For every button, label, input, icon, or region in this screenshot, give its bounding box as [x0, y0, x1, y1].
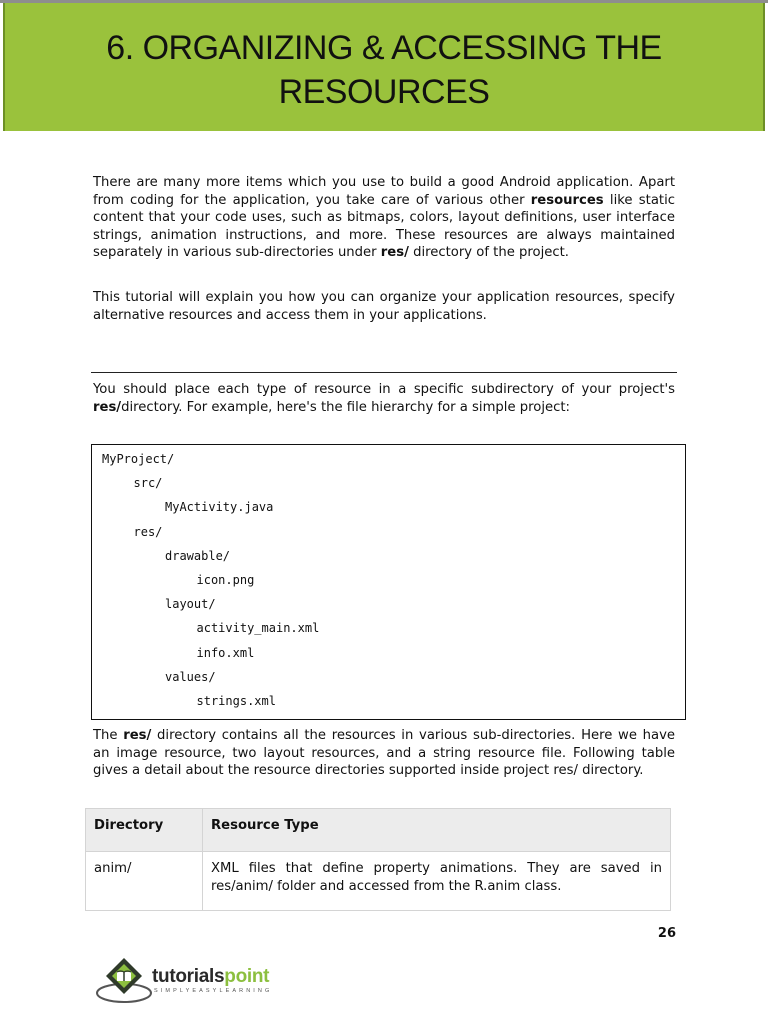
logo-word-tutorials: tutorials [152, 966, 225, 987]
logo-emblem-icon [96, 955, 156, 1005]
bold-term-res: res/ [380, 245, 409, 260]
text-run: The [93, 728, 124, 743]
chapter-title: 6. ORGANIZING & ACCESSING THE RESOURCES [106, 29, 662, 111]
section-paragraph [93, 381, 675, 416]
file-tree-line: icon.png [196, 573, 255, 587]
intro-paragraph-2: This tutorial will explain you how you can organize your application resources, specify alternative resources and access them in your applications. [93, 290, 675, 323]
table-header-row [86, 809, 671, 852]
text-run: directory. For example, here's the file hierarchy for a simple project: [121, 399, 570, 415]
text-run: You should place each type of resource in a specific subdirectory of your project's [93, 382, 675, 397]
file-tree-code-block [91, 444, 686, 720]
file-tree-line: src/ [133, 476, 163, 491]
header-resource-type: Resource Type [203, 809, 671, 852]
res-description-paragraph [93, 727, 675, 780]
text-run: like static content that your code uses, such as bitmaps, colors, layout definitions, user interface strings, animation instructions, and more. These resources are always maintained separately in various sub-directories under [93, 192, 676, 260]
file-tree-line: MyProject/ [102, 452, 175, 466]
file-tree-line: layout/ [165, 597, 216, 612]
cell-resource-type: XML files that define property animations. They are saved in res/anim/ folder and accessed from the R.anim class. [203, 852, 671, 911]
bold-term-res: res/ [93, 399, 122, 415]
page-number: 26 [657, 926, 676, 941]
file-tree-line: strings.xml [196, 694, 276, 708]
file-tree-line: res/ [133, 524, 163, 539]
intro-paragraph-1 [93, 174, 675, 262]
text-run: directory of the project. [408, 245, 569, 260]
table-row [86, 852, 671, 911]
section-divider [91, 372, 677, 373]
header-directory: Directory [86, 809, 203, 852]
chapter-banner [3, 3, 765, 131]
file-tree-line: values/ [165, 669, 216, 684]
cell-directory: anim/ [86, 852, 203, 911]
bold-term-res: res/ [123, 728, 152, 743]
text-run: directory contains all the resources in various sub-directories. Here we have an image resource, two layout resources, and a string resource file. Following table gives a detail about the resource directories supported inside project res/ directory. [93, 728, 675, 778]
logo-wordmark [152, 966, 269, 988]
bold-term-resources: resources [530, 192, 604, 208]
text-run: There are many more items which you use to build a good Android application. Apart from coding for the application, you take care of various other [93, 175, 675, 208]
file-tree-line: MyActivity.java [165, 500, 274, 515]
tutorialspoint-logo [96, 955, 308, 1005]
logo-word-point: point [224, 966, 270, 987]
file-tree-line: activity_main.xml [196, 621, 320, 636]
logo-tagline: SIMPLYEASYLEARNING [154, 988, 273, 994]
file-tree-line: drawable/ [165, 548, 231, 563]
resource-directory-table [85, 808, 671, 911]
file-tree-line: info.xml [196, 645, 255, 660]
